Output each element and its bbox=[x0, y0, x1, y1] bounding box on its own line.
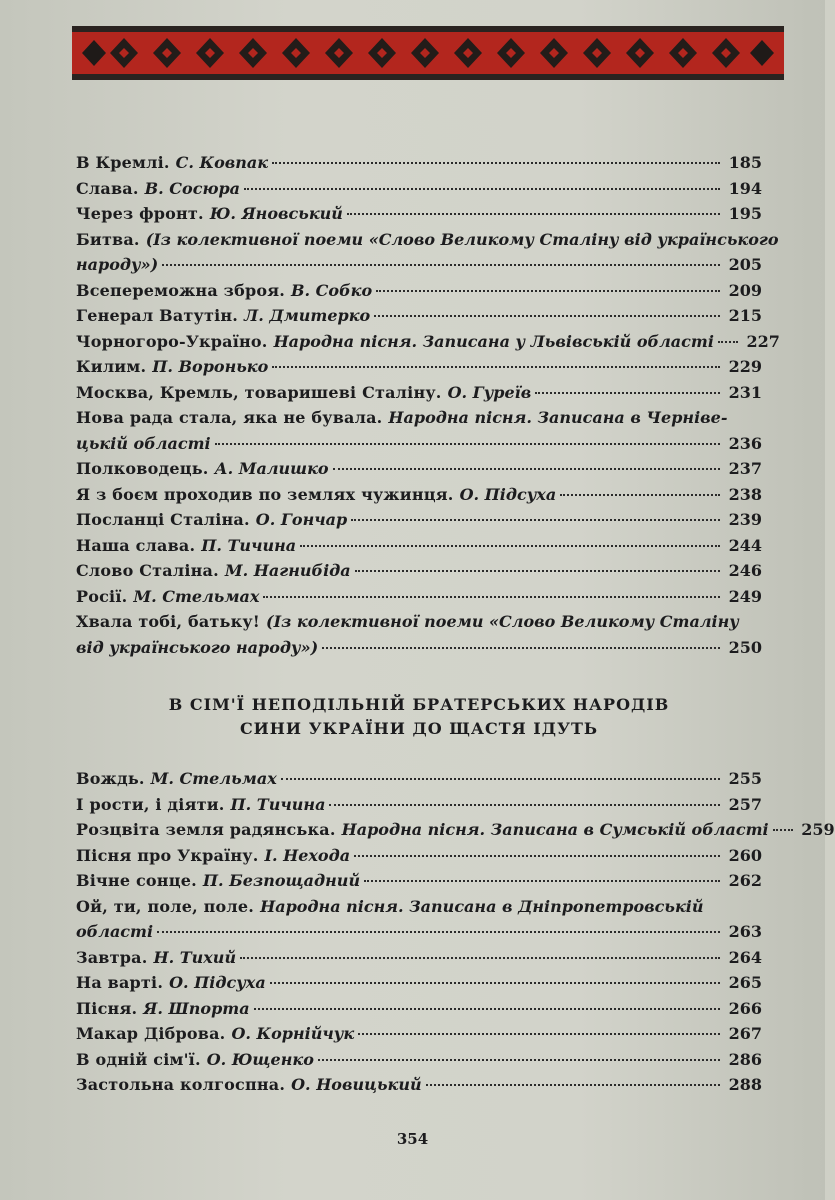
toc-entry bbox=[76, 456, 762, 482]
entry-page-number: 229 bbox=[728, 357, 762, 376]
entry-author: П. Тичина bbox=[230, 794, 326, 814]
toc-entry bbox=[76, 817, 835, 843]
dot-leader bbox=[272, 366, 720, 368]
toc-entry bbox=[76, 843, 762, 869]
dot-leader bbox=[347, 213, 720, 215]
dot-leader bbox=[272, 162, 720, 164]
entry-page-number: 194 bbox=[728, 178, 762, 198]
entry-title: Генерал Ватутін. bbox=[76, 306, 239, 325]
entry-author: П. Воронько bbox=[152, 357, 269, 376]
dot-leader bbox=[426, 1084, 720, 1086]
entry-author: О. Гончар bbox=[255, 510, 348, 529]
table-of-contents-part-1 bbox=[76, 150, 780, 660]
entry-author-continued: цькій області bbox=[76, 433, 211, 453]
toc-entry bbox=[76, 329, 780, 355]
entry-page-number: 250 bbox=[728, 637, 762, 657]
dot-leader bbox=[354, 855, 720, 857]
entry-page-number: 257 bbox=[728, 794, 762, 814]
entry-title: Наша слава. bbox=[76, 535, 196, 555]
entry-note-continued: від українського народу») bbox=[76, 637, 319, 657]
toc-entry bbox=[76, 405, 762, 456]
toc-entry bbox=[76, 533, 762, 559]
entry-title: Вождь. bbox=[76, 769, 145, 788]
entry-title: Розцвіта земля радянська. bbox=[76, 820, 336, 839]
entry-page-number: 286 bbox=[728, 1049, 762, 1069]
dot-leader bbox=[535, 392, 720, 394]
dot-leader bbox=[374, 315, 720, 317]
entry-page-number: 227 bbox=[746, 331, 780, 351]
entry-author: О. Ющенко bbox=[206, 1049, 314, 1069]
entry-title: Застольна колгоспна. bbox=[76, 1075, 286, 1094]
entry-author-continued: області bbox=[76, 922, 154, 941]
section-heading bbox=[76, 693, 762, 741]
entry-author: Я. Шпорта bbox=[143, 998, 250, 1018]
entry-title: Пісня про Україну. bbox=[76, 845, 259, 865]
dot-leader bbox=[281, 778, 720, 780]
entry-page-number: 237 bbox=[728, 459, 762, 478]
entry-title: В одній сім'ї. bbox=[76, 1049, 201, 1069]
toc-entry bbox=[76, 278, 762, 304]
dot-leader bbox=[322, 647, 720, 649]
dot-leader bbox=[162, 264, 720, 266]
entry-page-number: 259 bbox=[801, 820, 835, 839]
dot-leader bbox=[263, 596, 720, 598]
entry-title: Нова рада стала, яка не бувала. bbox=[76, 408, 383, 427]
toc-entry bbox=[76, 970, 762, 996]
entry-title: На варті. bbox=[76, 973, 164, 992]
toc-entry bbox=[76, 1072, 762, 1098]
dot-leader bbox=[718, 341, 738, 343]
entry-title: Слава. bbox=[76, 178, 139, 198]
section-heading-line-1: В СІМ'Ї НЕПОДІЛЬНІЙ БРАТЕРСЬКИХ НАРОДІВ bbox=[168, 695, 670, 714]
entry-title: Хвала тобі, батьку! bbox=[76, 612, 261, 631]
entry-author: О. Підсуха bbox=[459, 484, 557, 504]
entry-title: Килим. bbox=[76, 357, 147, 376]
toc-entry bbox=[76, 507, 762, 533]
dot-leader bbox=[773, 829, 793, 831]
entry-page-number: 263 bbox=[728, 922, 762, 941]
entry-page-number: 238 bbox=[728, 484, 762, 504]
entry-page-number: 264 bbox=[728, 947, 762, 967]
entry-page-number: 262 bbox=[728, 871, 762, 890]
entry-title: Росії. bbox=[76, 586, 128, 606]
entry-author: І. Нехода bbox=[264, 845, 351, 865]
entry-note: (Із колективної поеми «Слово Великому Сталіну від українського bbox=[145, 229, 779, 249]
entry-page-number: 231 bbox=[728, 382, 762, 402]
toc-entry bbox=[76, 482, 762, 508]
entry-author: М. Стельмах bbox=[133, 586, 260, 606]
entry-page-number: 249 bbox=[728, 586, 762, 606]
entry-author: С. Ковпак bbox=[175, 153, 269, 172]
entry-title: І рости, і діяти. bbox=[76, 794, 225, 814]
entry-author: Народна пісня. Записана у Львівській області bbox=[273, 331, 714, 351]
toc-entry bbox=[76, 996, 762, 1022]
entry-title: В Кремлі. bbox=[76, 153, 170, 172]
dot-leader bbox=[364, 880, 720, 882]
entry-title: Посланці Сталіна. bbox=[76, 510, 250, 529]
dot-leader bbox=[560, 494, 720, 496]
entry-title: Всепереможна зброя. bbox=[76, 280, 286, 300]
toc-entry bbox=[76, 303, 762, 329]
entry-page-number: 195 bbox=[728, 204, 762, 223]
entry-author: В. Собко bbox=[291, 280, 373, 300]
entry-title: Слово Сталіна. bbox=[76, 561, 219, 580]
toc-entry bbox=[76, 380, 762, 406]
entry-page-number: 236 bbox=[728, 433, 762, 453]
entry-author: О. Підсуха bbox=[169, 973, 266, 992]
entry-title: Завтра. bbox=[76, 947, 148, 967]
entry-author: Народна пісня. Записана в Черніве- bbox=[388, 408, 728, 427]
toc-entry bbox=[76, 894, 762, 945]
entry-author: Л. Дмитерко bbox=[244, 306, 371, 325]
dot-leader bbox=[376, 290, 720, 292]
embroidery-ornament-banner bbox=[72, 26, 784, 80]
dot-leader bbox=[244, 188, 720, 190]
dot-leader bbox=[358, 1033, 720, 1035]
entry-title: Полководець. bbox=[76, 459, 209, 478]
toc-entry bbox=[76, 868, 762, 894]
dot-leader bbox=[329, 804, 720, 806]
entry-title: Битва. bbox=[76, 229, 140, 249]
entry-author: О. Гуреїв bbox=[447, 382, 532, 402]
entry-page-number: 209 bbox=[728, 280, 762, 300]
entry-page-number: 260 bbox=[728, 845, 762, 865]
entry-page-number: 244 bbox=[728, 535, 762, 555]
toc-entry bbox=[76, 609, 762, 660]
page-number: 354 bbox=[396, 1130, 429, 1148]
dot-leader bbox=[157, 931, 720, 933]
dot-leader bbox=[215, 443, 720, 445]
entry-author: Ю. Яновський bbox=[209, 204, 343, 223]
entry-note: (Із колективної поеми «Слово Великому Сталіну bbox=[266, 612, 739, 631]
entry-title: Москва, Кремль, товаришеві Сталіну. bbox=[76, 382, 442, 402]
entry-page-number: 266 bbox=[728, 998, 762, 1018]
toc-entry bbox=[76, 945, 762, 971]
entry-author: П. Безпощадний bbox=[202, 871, 361, 890]
entry-page-number: 205 bbox=[728, 255, 762, 274]
entry-note-continued: народу») bbox=[76, 255, 159, 274]
toc-entry bbox=[76, 227, 779, 278]
entry-title: Через фронт. bbox=[76, 204, 204, 223]
entry-page-number: 255 bbox=[728, 769, 762, 788]
entry-page-number: 265 bbox=[728, 973, 762, 992]
entry-author: М. Стельмах bbox=[150, 769, 277, 788]
toc-entry bbox=[76, 1047, 762, 1073]
entry-author: Народна пісня. Записана в Дніпропетровській bbox=[260, 896, 704, 916]
toc-entry bbox=[76, 150, 762, 176]
entry-title: Чорногоро-Україно. bbox=[76, 331, 268, 351]
toc-entry bbox=[76, 176, 762, 202]
toc-entry bbox=[76, 584, 762, 610]
toc-entry bbox=[76, 766, 762, 792]
entry-author: М. Нагнибіда bbox=[224, 561, 351, 580]
toc-entry bbox=[76, 792, 762, 818]
entry-page-number: 246 bbox=[728, 561, 762, 580]
dot-leader bbox=[333, 468, 720, 470]
dot-leader bbox=[270, 982, 720, 984]
toc-entry bbox=[76, 558, 762, 584]
dot-leader bbox=[254, 1008, 720, 1010]
entry-author: Н. Тихий bbox=[153, 947, 237, 967]
entry-title: Пісня. bbox=[76, 998, 138, 1018]
entry-page-number: 288 bbox=[728, 1075, 762, 1094]
toc-entry bbox=[76, 201, 762, 227]
entry-title: Ой, ти, поле, поле. bbox=[76, 896, 255, 916]
dot-leader bbox=[318, 1059, 720, 1061]
entry-page-number: 215 bbox=[728, 306, 762, 325]
entry-title: Макар Діброва. bbox=[76, 1024, 226, 1043]
entry-author: П. Тичина bbox=[201, 535, 297, 555]
section-heading-line-2: СИНИ УКРАЇНИ ДО ЩАСТЯ ІДУТЬ bbox=[239, 719, 599, 738]
entry-page-number: 185 bbox=[728, 153, 762, 172]
toc-entry bbox=[76, 1021, 762, 1047]
entry-author: О. Новицький bbox=[291, 1075, 422, 1094]
entry-author: А. Малишко bbox=[214, 459, 329, 478]
dot-leader bbox=[355, 570, 720, 572]
entry-author: Народна пісня. Записана в Сумській області bbox=[341, 820, 769, 839]
dot-leader bbox=[300, 545, 720, 547]
entry-title: Вічне сонце. bbox=[76, 871, 197, 890]
entry-author: В. Сосюра bbox=[144, 178, 241, 198]
dot-leader bbox=[240, 957, 720, 959]
dot-leader bbox=[351, 519, 720, 521]
entry-page-number: 239 bbox=[728, 510, 762, 529]
entry-page-number: 267 bbox=[728, 1024, 762, 1043]
entry-author: О. Корнійчук bbox=[231, 1024, 355, 1043]
toc-entry bbox=[76, 354, 762, 380]
table-of-contents-part-2 bbox=[76, 766, 835, 1098]
entry-title: Я з боєм проходив по землях чужинця. bbox=[76, 484, 454, 504]
